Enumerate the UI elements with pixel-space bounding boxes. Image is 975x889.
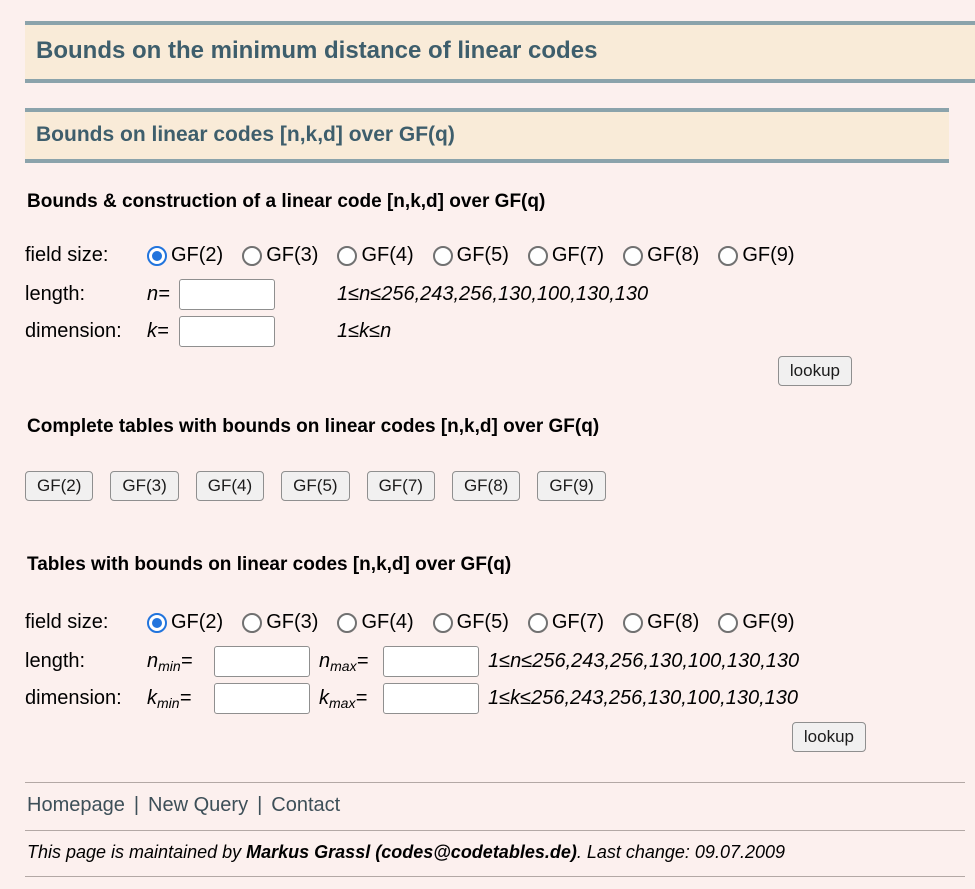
link-separator: | — [133, 794, 140, 816]
n-range-constraint: 1≤n≤256,243,256,130,100,130,130 — [488, 650, 800, 672]
section-title: Bounds on linear codes [n,k,d] over GF(q) — [36, 123, 455, 146]
kmin-var-label: $k_{min}=$ — [147, 686, 192, 711]
maintainer-email-link[interactable]: (codes@codetables.de) — [375, 842, 577, 862]
nmax-input[interactable] — [383, 646, 479, 677]
length-label: length: — [25, 283, 86, 305]
radio-option-gf9[interactable] — [718, 244, 794, 267]
dimension-row-2 — [25, 683, 950, 714]
radio-label: GF(5) — [456, 244, 509, 266]
k-constraint: 1≤k≤n — [337, 320, 392, 342]
lookup-button-2[interactable]: lookup — [792, 722, 866, 752]
gf4-table-button[interactable]: GF(4) — [196, 471, 264, 501]
range-tables-form — [25, 501, 950, 752]
radio-option-gf3[interactable] — [242, 244, 318, 267]
complete-tables-section — [25, 386, 950, 501]
n-var-label: n= — [147, 283, 170, 305]
gf7-table-button[interactable]: GF(7) — [367, 471, 435, 501]
radio-option-gf4[interactable] — [337, 244, 413, 267]
radio-icon — [337, 246, 357, 266]
radio-label: GF(3) — [266, 244, 319, 266]
footer-links — [0, 783, 975, 830]
gf9-table-button[interactable]: GF(9) — [537, 471, 605, 501]
footer — [0, 782, 975, 877]
gf3-table-button[interactable]: GF(3) — [110, 471, 178, 501]
radio-icon — [242, 613, 262, 633]
gf8-table-button[interactable]: GF(8) — [452, 471, 520, 501]
gf2-table-button[interactable]: GF(2) — [25, 471, 93, 501]
dimension-row-1 — [25, 316, 950, 347]
radio-icon — [528, 246, 548, 266]
field-size-row-2 — [25, 611, 950, 634]
dimension-label: dimension: — [25, 320, 122, 342]
radio-label: GF(4) — [361, 244, 414, 266]
radio-icon — [242, 246, 262, 266]
radio-option-gf5[interactable] — [433, 611, 509, 634]
radio-label: GF(7) — [551, 611, 605, 633]
range-tables-heading: Tables with bounds on linear codes [n,k,d] over GF(q) — [27, 554, 512, 575]
radio-label: GF(2) — [171, 244, 224, 266]
field-size-row-1 — [25, 244, 950, 267]
radio-label: GF(9) — [742, 611, 795, 633]
single-code-heading: Bounds & construction of a linear code [n,k,d] over GF(q) — [27, 191, 546, 212]
radio-icon — [433, 613, 453, 633]
n-constraint: 1≤n≤256,243,256,130,100,130,130 — [337, 283, 649, 305]
radio-label: GF(2) — [171, 611, 224, 633]
k-input[interactable] — [179, 316, 275, 347]
page-title: Bounds on the minimum distance of linear codes — [36, 37, 598, 64]
radio-label: GF(4) — [361, 611, 414, 633]
radio-label: GF(5) — [456, 611, 509, 633]
length-row-2 — [25, 646, 950, 677]
k-range-constraint: 1≤k≤256,243,256,130,100,130,130 — [488, 687, 798, 709]
lookup-row-2 — [25, 722, 950, 752]
radio-label: GF(8) — [647, 244, 700, 266]
radio-option-gf5[interactable] — [433, 244, 509, 267]
nmin-var-label: $n_{min}=$ — [147, 649, 193, 674]
divider — [25, 876, 965, 877]
radio-icon — [718, 613, 738, 633]
radio-option-gf3[interactable] — [242, 611, 318, 634]
length-label: length: — [25, 650, 86, 672]
maintenance-note — [0, 831, 975, 876]
page-title-banner — [25, 21, 975, 83]
nmax-var-label: $n_{max}=$ — [319, 649, 369, 674]
field-size-label: field size: — [25, 244, 109, 266]
complete-tables-heading: Complete tables with bounds on linear codes [n,k,d] over GF(q) — [27, 416, 600, 437]
maintenance-suffix: . Last change: 09.07.2009 — [576, 842, 786, 862]
kmax-input[interactable] — [383, 683, 479, 714]
radio-option-gf8[interactable] — [623, 244, 699, 267]
single-code-form — [25, 163, 950, 386]
nmin-input[interactable] — [214, 646, 310, 677]
length-row-1 — [25, 279, 950, 310]
radio-option-gf4[interactable] — [337, 611, 413, 634]
section-title-banner — [25, 108, 949, 163]
maintenance-prefix: This page is maintained by — [27, 842, 242, 862]
k-var-label: k= — [147, 320, 169, 342]
radio-option-gf7[interactable] — [528, 611, 604, 634]
radio-icon — [147, 613, 167, 633]
link-separator: | — [257, 794, 263, 816]
dimension-label: dimension: — [25, 687, 122, 709]
gf5-table-button[interactable]: GF(5) — [281, 471, 349, 501]
radio-icon — [623, 613, 643, 633]
radio-option-gf8[interactable] — [623, 611, 699, 634]
kmax-var-label: $k_{max}=$ — [319, 686, 368, 711]
radio-icon — [337, 613, 357, 633]
kmin-input[interactable] — [214, 683, 310, 714]
radio-option-gf7[interactable] — [528, 244, 604, 267]
radio-label: GF(9) — [742, 244, 795, 266]
radio-icon — [433, 246, 453, 266]
field-size-label: field size: — [25, 611, 109, 633]
radio-icon — [623, 246, 643, 266]
gf-buttons-row — [25, 471, 950, 501]
radio-icon — [528, 613, 548, 633]
radio-icon — [147, 246, 167, 266]
lookup-button-1[interactable]: lookup — [778, 356, 852, 386]
new-query-link[interactable]: New Query — [148, 794, 249, 816]
radio-icon — [718, 246, 738, 266]
maintainer-link[interactable]: Markus Grassl — [246, 842, 371, 862]
n-input[interactable] — [179, 279, 275, 310]
lookup-row-1 — [25, 356, 950, 386]
radio-label: GF(3) — [266, 611, 319, 633]
radio-option-gf9[interactable] — [718, 611, 794, 634]
radio-option-gf2[interactable] — [147, 611, 223, 634]
homepage-link[interactable]: Homepage — [27, 794, 125, 816]
contact-link[interactable]: Contact — [271, 794, 341, 816]
radio-label: GF(7) — [551, 244, 605, 266]
radio-label: GF(8) — [647, 611, 700, 633]
radio-option-gf2[interactable] — [147, 244, 223, 267]
